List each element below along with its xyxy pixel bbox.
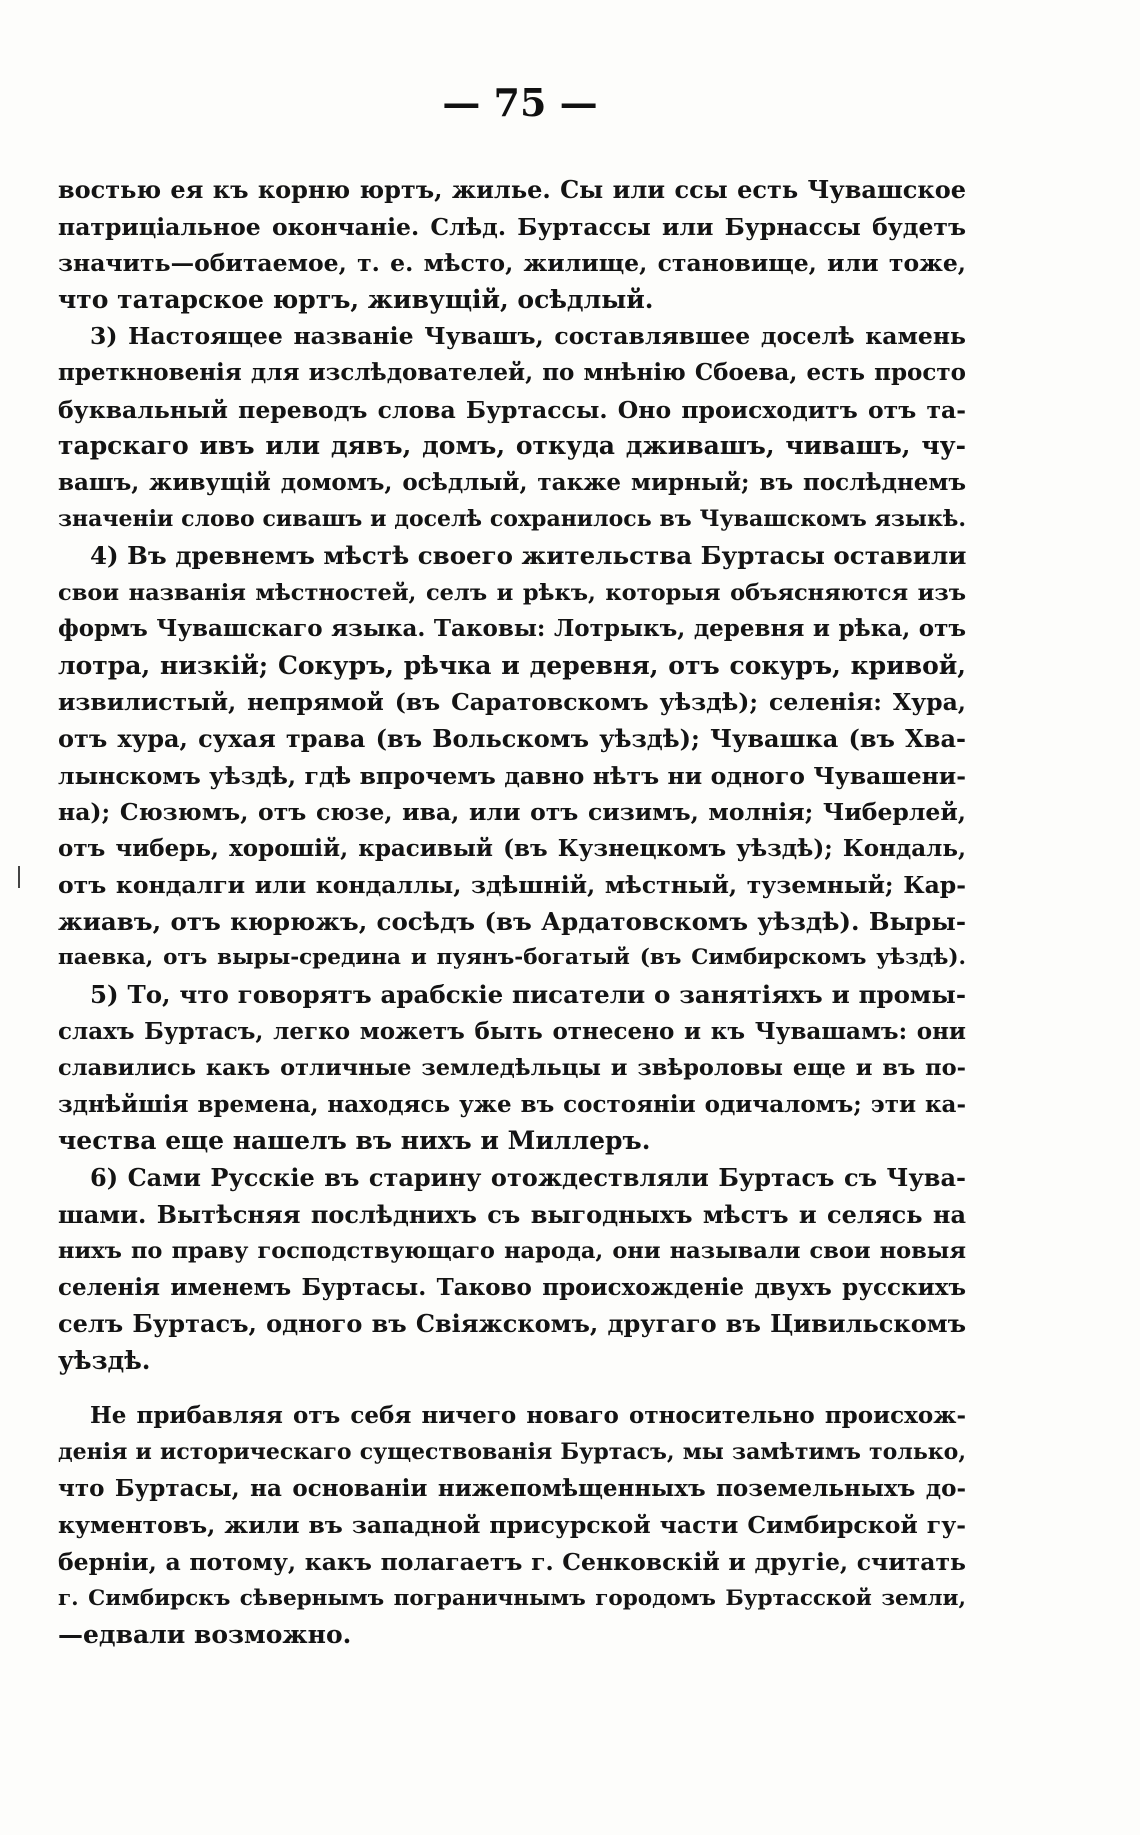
body-text bbox=[58, 172, 966, 1654]
text-line: 5) То, что говорятъ арабскіе писатели о занятіяхъ и промы- bbox=[90, 980, 966, 1010]
text-line: шами. Вытѣсняя послѣднихъ съ выгодныхъ мѣстъ и селясь на bbox=[58, 1199, 966, 1229]
text-line: отъ кондалги или кондаллы, здѣшній, мѣстный, туземный; Кар- bbox=[58, 871, 966, 900]
margin-mark bbox=[18, 866, 20, 888]
text-line: 6) Сами Русскіе въ старину отождествляли Буртасъ съ Чува- bbox=[90, 1163, 966, 1193]
text-line: слахъ Буртасъ, легко можетъ быть отнесено и къ Чувашамъ: они bbox=[58, 1017, 966, 1045]
text-line: востью ея къ корню юртъ, жилье. Сы или ссы есть Чувашское bbox=[58, 175, 966, 204]
text-line: преткновенія для изслѣдователей, по мнѣнію Сбоева, есть просто bbox=[58, 358, 966, 386]
text-line: на); Сюзюмъ, отъ сюзе, ива, или отъ сизимъ, молнія; Чиберлей, bbox=[58, 798, 966, 827]
text-line: зднѣйшія времена, находясь уже въ состояніи одичаломъ; эти ка- bbox=[58, 1090, 966, 1118]
text-line: берніи, а потому, какъ полагаетъ г. Сенковскій и другіе, считать bbox=[58, 1547, 966, 1576]
text-line: буквальный переводъ слова Буртассы. Оно происходитъ отъ та- bbox=[58, 395, 966, 424]
text-line: чества еще нашелъ въ нихъ и Миллеръ. bbox=[58, 1126, 651, 1156]
text-line: отъ хура, сухая трава (въ Вольскомъ уѣздѣ); Чувашка (въ Хва- bbox=[58, 723, 966, 753]
text-line: значить—обитаемое, т. е. мѣсто, жилище, становище, или тоже, bbox=[58, 249, 966, 278]
text-line: тарскаго ивъ или дявъ, домъ, откуда дживашъ, чивашъ, чу- bbox=[58, 431, 966, 461]
text-line: патриціальное окончаніе. Слѣд. Буртассы или Бурнассы будетъ bbox=[58, 212, 966, 241]
text-line: значеніи слово сивашъ и доселѣ сохранилось въ Чувашскомъ языкѣ. bbox=[58, 506, 966, 533]
text-line: что Буртасы, на основаніи нижепомѣщенныхъ поземельныхъ до- bbox=[58, 1474, 966, 1502]
text-line: паевка, отъ выры-средина и пуянъ-богатый (въ Симбирскомъ уѣздѣ). bbox=[58, 945, 966, 971]
text-line: извилистый, непрямой (въ Саратовскомъ уѣздѣ); селенія: Хура, bbox=[58, 688, 966, 717]
text-line: 4) Въ древнемъ мѣстѣ своего жительства Буртасы оставили bbox=[90, 540, 967, 570]
text-line: г. Симбирскъ сѣвернымъ пограничнымъ городомъ Буртасской земли, bbox=[58, 1585, 966, 1611]
text-line: кументовъ, жили въ западной присурской части Симбирской гу- bbox=[58, 1511, 966, 1540]
text-line: жиавъ, отъ кюрюжъ, сосѣдъ (въ Ардатовскомъ уѣздѣ). Выры- bbox=[58, 906, 966, 936]
text-line: селенія именемъ Буртасы. Таково происхожденіе двухъ русскихъ bbox=[58, 1273, 966, 1301]
text-line: вашъ, живущій домомъ, осѣдлый, также мирный; въ послѣднемъ bbox=[58, 468, 966, 496]
text-line: Не прибавляя отъ себя ничего новаго относительно происхож- bbox=[90, 1401, 966, 1429]
text-line: денія и историческаго существованія Буртасъ, мы замѣтимъ только, bbox=[58, 1439, 966, 1466]
text-line: лотра, низкій; Сокуръ, рѣчка и деревня, отъ сокуръ, кривой, bbox=[58, 650, 966, 680]
page-number: — 75 — bbox=[442, 80, 598, 125]
text-line: славились какъ отличные земледѣльцы и звѣроловы еще и въ по- bbox=[58, 1055, 966, 1082]
text-line: отъ чиберь, хорошій, красивый (въ Кузнецкомъ уѣздѣ); Кондаль, bbox=[58, 834, 966, 862]
text-line: что татарское юртъ, живущій, осѣдлый. bbox=[58, 284, 654, 314]
text-line: нихъ по праву господствующаго народа, они называли свои новыя bbox=[58, 1238, 966, 1265]
text-line: формъ Чувашскаго языка. Таковы: Лотрыкъ, деревня и рѣка, отъ bbox=[58, 615, 966, 643]
text-line: лынскомъ уѣздѣ, гдѣ впрочемъ давно нѣтъ ни одного Чувашени- bbox=[58, 761, 966, 790]
text-line: свои названія мѣстностей, селъ и рѣкъ, которыя объясняются изъ bbox=[58, 579, 966, 606]
text-line: селъ Буртасъ, одного въ Свіяжскомъ, другаго въ Цивильскомъ bbox=[58, 1309, 966, 1339]
text-line: —едвали возможно. bbox=[58, 1620, 352, 1650]
text-line: уѣздѣ. bbox=[58, 1346, 151, 1375]
text-line: 3) Настоящее названіе Чувашъ, составлявшее доселѣ камень bbox=[90, 322, 966, 351]
